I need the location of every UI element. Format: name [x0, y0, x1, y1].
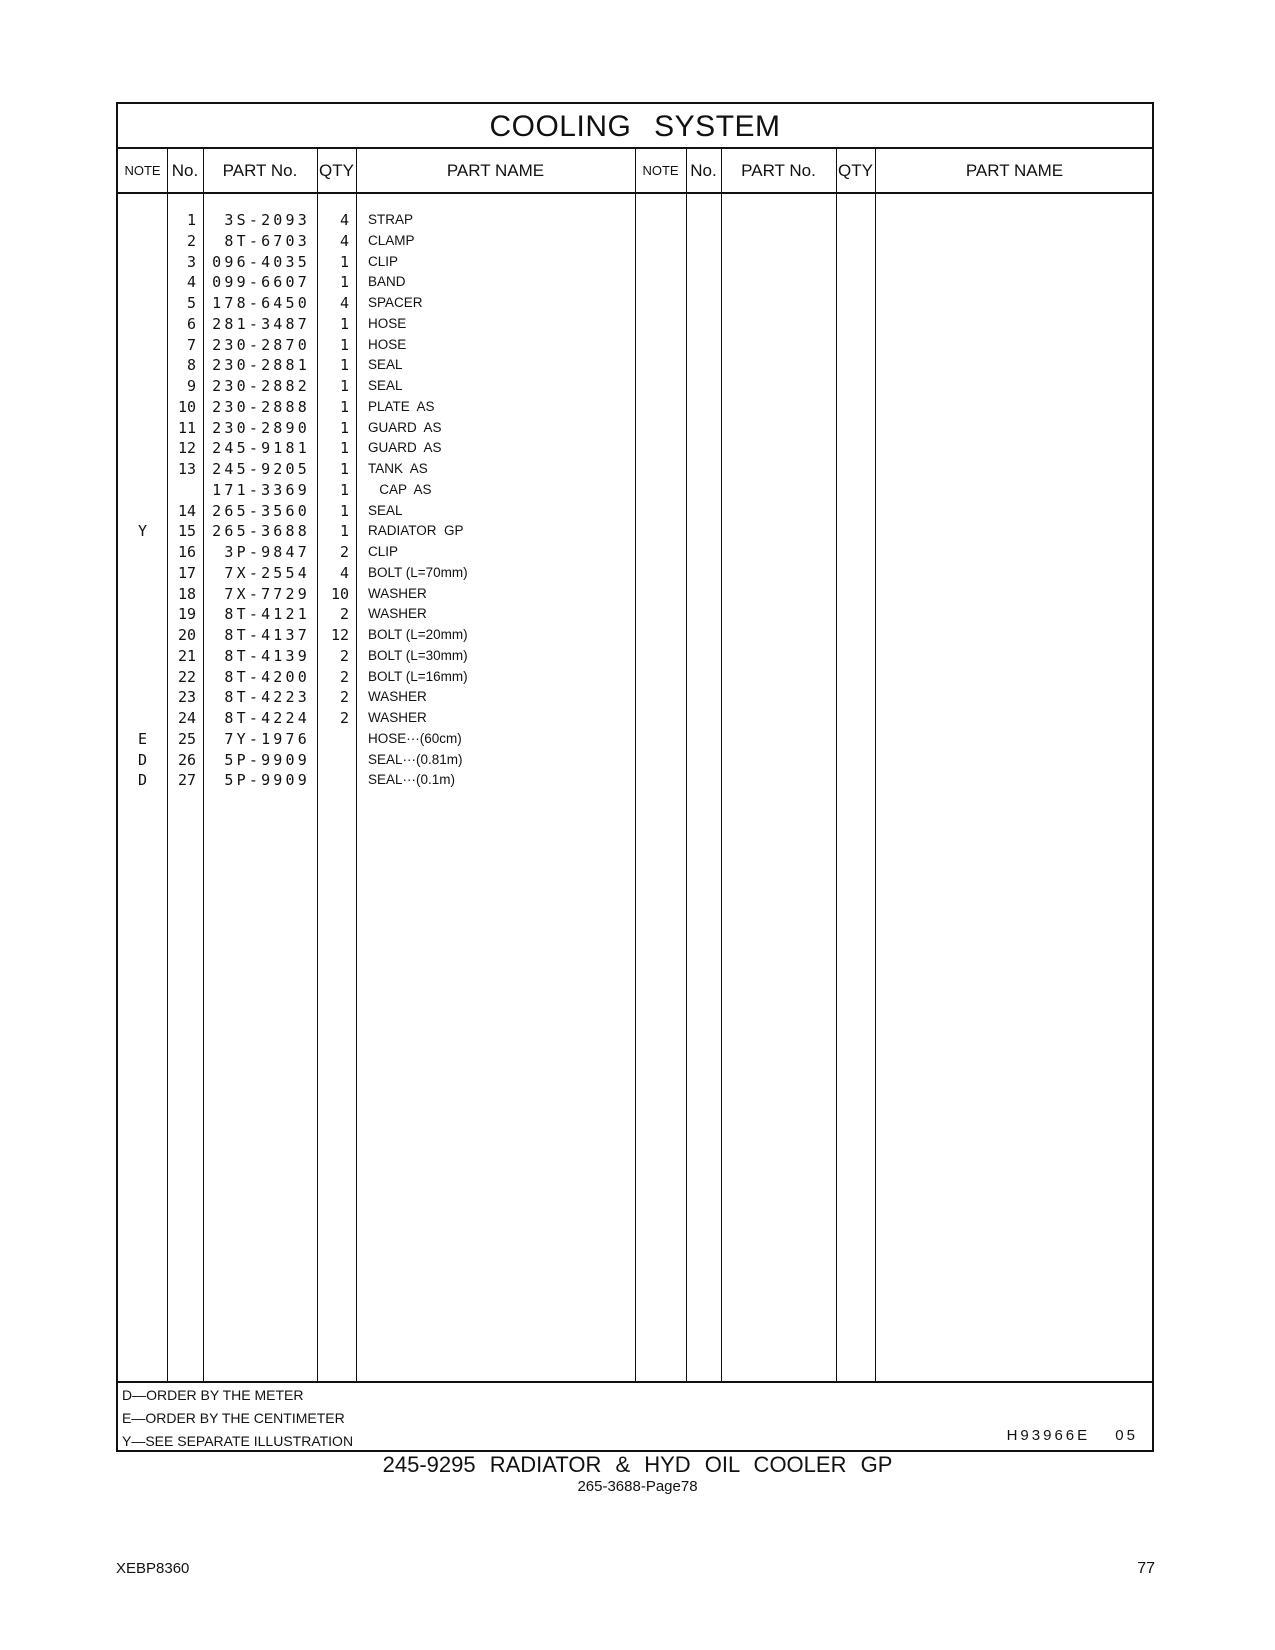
part-number: 230-2890	[212, 418, 310, 437]
header-qty-2: QTY	[838, 161, 873, 180]
part-number: 281-3487	[212, 314, 310, 333]
part-name: HOSE	[368, 315, 407, 331]
quantity: 2	[339, 605, 349, 624]
part-name: SPACER	[368, 295, 423, 310]
table-row	[118, 520, 1152, 542]
quantity: 10	[330, 584, 349, 603]
item-number: 4	[186, 273, 196, 292]
quantity: 1	[339, 252, 349, 271]
header-part-no: PART No.	[222, 161, 298, 180]
part-number: 265-3560	[212, 501, 310, 520]
item-number: 23	[177, 688, 196, 707]
note-cell	[118, 541, 167, 563]
page-number: 77	[1137, 1560, 1155, 1577]
page-reference: 265-3688-Page78	[577, 1478, 698, 1495]
table-row	[118, 334, 1152, 356]
quantity	[315, 728, 349, 750]
part-number: 5P-9909	[224, 750, 310, 769]
quantity: 1	[339, 460, 349, 478]
part-name: CAP AS	[368, 481, 432, 497]
legend-y: Y—SEE SEPARATE ILLUSTRATION	[122, 1433, 354, 1449]
quantity: 2	[339, 646, 349, 665]
item-number: 7	[186, 335, 196, 354]
note-cell	[118, 562, 167, 584]
quantity: 1	[339, 501, 349, 520]
part-name: HOSE···(60cm)	[368, 730, 462, 746]
table-row	[118, 769, 1152, 791]
table-row	[118, 251, 1152, 273]
part-number: 3P-9847	[224, 543, 310, 561]
header-qty: QTY	[319, 161, 354, 180]
table-row	[118, 500, 1152, 522]
item-number: 8	[186, 356, 196, 375]
item-number: 17	[177, 563, 196, 582]
table-title: COOLING SYSTEM	[118, 104, 1152, 149]
header-part-name-2: PART NAME	[965, 161, 1064, 180]
legend-d: D—ORDER BY THE METER	[122, 1387, 304, 1403]
table-row	[118, 749, 1152, 771]
part-name: BOLT (L=30mm)	[368, 647, 468, 663]
item-number: 13	[177, 460, 196, 478]
table-footer	[118, 1381, 1152, 1452]
part-name: PLATE AS	[368, 398, 435, 414]
quantity: 4	[339, 563, 349, 582]
part-number: 171-3369	[212, 480, 310, 499]
quantity: 2	[339, 667, 349, 686]
note-cell	[118, 437, 167, 459]
quantity: 1	[339, 480, 349, 499]
part-number: 178-6450	[212, 294, 310, 312]
note-cell: D	[137, 750, 148, 769]
note-cell	[118, 292, 167, 314]
item-number: 18	[177, 584, 196, 603]
quantity: 2	[339, 688, 349, 707]
note-cell	[118, 251, 167, 273]
table-row	[118, 458, 1152, 480]
item-number: 6	[186, 314, 196, 333]
item-number: 27	[177, 771, 196, 790]
part-number: 8T-4223	[224, 688, 310, 707]
table-row	[118, 666, 1152, 688]
item-number: 25	[177, 729, 196, 748]
part-number: 096-4035	[212, 252, 310, 271]
item-number: 26	[177, 750, 196, 769]
note-cell	[118, 417, 167, 439]
table-row	[118, 562, 1152, 584]
part-number: 7X-7729	[224, 584, 310, 603]
part-number: 245-9181	[212, 439, 310, 458]
part-name: BAND	[368, 274, 406, 290]
note-cell	[118, 603, 167, 625]
header-note-2: NOTE	[642, 163, 679, 178]
table-row	[118, 271, 1152, 293]
quantity: 2	[339, 543, 349, 561]
quantity: 4	[339, 231, 349, 250]
note-cell	[118, 645, 167, 667]
part-number: 7X-2554	[224, 563, 310, 582]
part-number: 265-3688	[212, 522, 310, 541]
note-cell	[118, 209, 167, 231]
quantity: 1	[339, 335, 349, 354]
part-name: WASHER	[368, 585, 427, 601]
quantity: 1	[339, 397, 349, 416]
illustration-code: H93966E 05	[1006, 1427, 1138, 1444]
document-id: XEBP8360	[116, 1560, 190, 1577]
part-name: WASHER	[368, 606, 427, 622]
table-row	[118, 686, 1152, 708]
table-row	[118, 354, 1152, 376]
part-name: SEAL···(0.1m)	[368, 772, 456, 788]
table-row	[118, 396, 1152, 418]
header-no: No.	[171, 161, 199, 180]
table-row	[118, 624, 1152, 646]
item-number: 11	[177, 418, 196, 437]
quantity: 1	[339, 314, 349, 333]
note-cell: Y	[137, 522, 148, 541]
table-row	[118, 541, 1152, 563]
part-number: 3S-2093	[224, 211, 310, 229]
part-number: 230-2870	[212, 335, 310, 354]
note-cell	[118, 396, 167, 418]
note-cell	[118, 707, 167, 729]
part-number: 230-2882	[212, 377, 310, 395]
part-number: 8T-6703	[224, 231, 310, 250]
part-number: 8T-4139	[224, 646, 310, 665]
table-row	[118, 417, 1152, 439]
table-row	[118, 437, 1152, 459]
parts-table-frame	[116, 102, 1154, 1452]
header-no-2: No.	[690, 161, 717, 180]
table-row	[118, 583, 1152, 605]
part-name: WASHER	[368, 710, 427, 725]
part-name: CLAMP	[368, 232, 415, 248]
item-number: 3	[186, 252, 196, 271]
part-number: 8T-4224	[224, 709, 310, 727]
part-name: HOSE	[368, 336, 407, 352]
part-number: 8T-4137	[224, 626, 310, 644]
note-cell	[118, 375, 167, 397]
note-cell	[118, 230, 167, 252]
assembly-title: 245-9295 RADIATOR & HYD OIL COOLER GP	[382, 1452, 893, 1477]
header-part-no-2: PART No.	[741, 161, 816, 180]
item-number: 2	[186, 231, 196, 250]
part-name: BOLT (L=20mm)	[368, 627, 468, 642]
note-cell	[118, 458, 167, 480]
quantity: 1	[339, 439, 349, 458]
quantity: 1	[339, 418, 349, 437]
note-cell	[118, 313, 167, 335]
part-name: WASHER	[368, 689, 427, 705]
quantity: 1	[339, 522, 349, 541]
part-name: SEAL	[368, 357, 403, 373]
item-number: 9	[186, 377, 196, 395]
part-name: SEAL	[368, 502, 403, 518]
note-cell	[118, 334, 167, 356]
quantity: 4	[339, 211, 349, 229]
part-name: CLIP	[368, 253, 399, 269]
part-number: 230-2888	[212, 397, 310, 416]
table-row	[118, 645, 1152, 667]
part-number: 245-9205	[212, 460, 310, 478]
part-number: 7Y-1976	[224, 729, 310, 748]
quantity: 1	[339, 273, 349, 292]
table-row	[118, 292, 1152, 314]
quantity: 4	[339, 294, 349, 312]
part-name: SEAL	[368, 378, 403, 393]
part-name: GUARD AS	[368, 419, 442, 435]
part-name: BOLT (L=16mm)	[368, 668, 468, 684]
quantity	[315, 749, 349, 771]
table-row	[118, 479, 1152, 501]
note-cell	[118, 500, 167, 522]
note-cell: D	[137, 771, 148, 790]
part-number: 5P-9909	[224, 771, 310, 790]
quantity	[315, 769, 349, 791]
header-part-name: PART NAME	[446, 161, 545, 180]
item-number: 1	[186, 211, 196, 229]
table-row	[118, 603, 1152, 625]
note-cell	[118, 666, 167, 688]
note-cell	[118, 583, 167, 605]
table-row	[118, 230, 1152, 252]
quantity: 12	[330, 626, 349, 644]
part-name: BOLT (L=70mm)	[368, 564, 468, 580]
note-cell	[118, 479, 167, 501]
item-number: 19	[177, 605, 196, 624]
quantity: 1	[339, 377, 349, 395]
table-row	[118, 375, 1152, 397]
part-number: 8T-4200	[224, 667, 310, 686]
item-number	[169, 479, 196, 501]
item-number: 12	[177, 439, 196, 458]
part-name: RADIATOR GP	[368, 523, 464, 539]
part-name: SEAL···(0.81m)	[368, 751, 463, 767]
note-cell	[118, 271, 167, 293]
table-row	[118, 209, 1152, 231]
table-row	[118, 728, 1152, 750]
part-number: 8T-4121	[224, 605, 310, 624]
part-name: CLIP	[368, 544, 399, 559]
note-cell: E	[137, 729, 148, 748]
part-name: GUARD AS	[368, 440, 442, 456]
item-number: 16	[177, 543, 196, 561]
item-number: 10	[177, 397, 196, 416]
part-number: 230-2881	[212, 356, 310, 375]
legend-e: E—ORDER BY THE CENTIMETER	[122, 1410, 345, 1426]
item-number: 15	[177, 522, 196, 541]
header-note: NOTE	[124, 163, 161, 178]
part-name: TANK AS	[368, 461, 428, 476]
table-row	[118, 313, 1152, 335]
part-number: 099-6607	[212, 273, 310, 292]
note-cell	[118, 686, 167, 708]
item-number: 24	[177, 709, 196, 727]
quantity: 2	[339, 709, 349, 727]
note-cell	[118, 354, 167, 376]
item-number: 5	[186, 294, 196, 312]
item-number: 22	[177, 667, 196, 686]
item-number: 21	[177, 646, 196, 665]
quantity: 1	[339, 356, 349, 375]
table-row	[118, 707, 1152, 729]
item-number: 20	[177, 626, 196, 644]
item-number: 14	[177, 501, 196, 520]
part-name: STRAP	[368, 212, 414, 227]
note-cell	[118, 624, 167, 646]
